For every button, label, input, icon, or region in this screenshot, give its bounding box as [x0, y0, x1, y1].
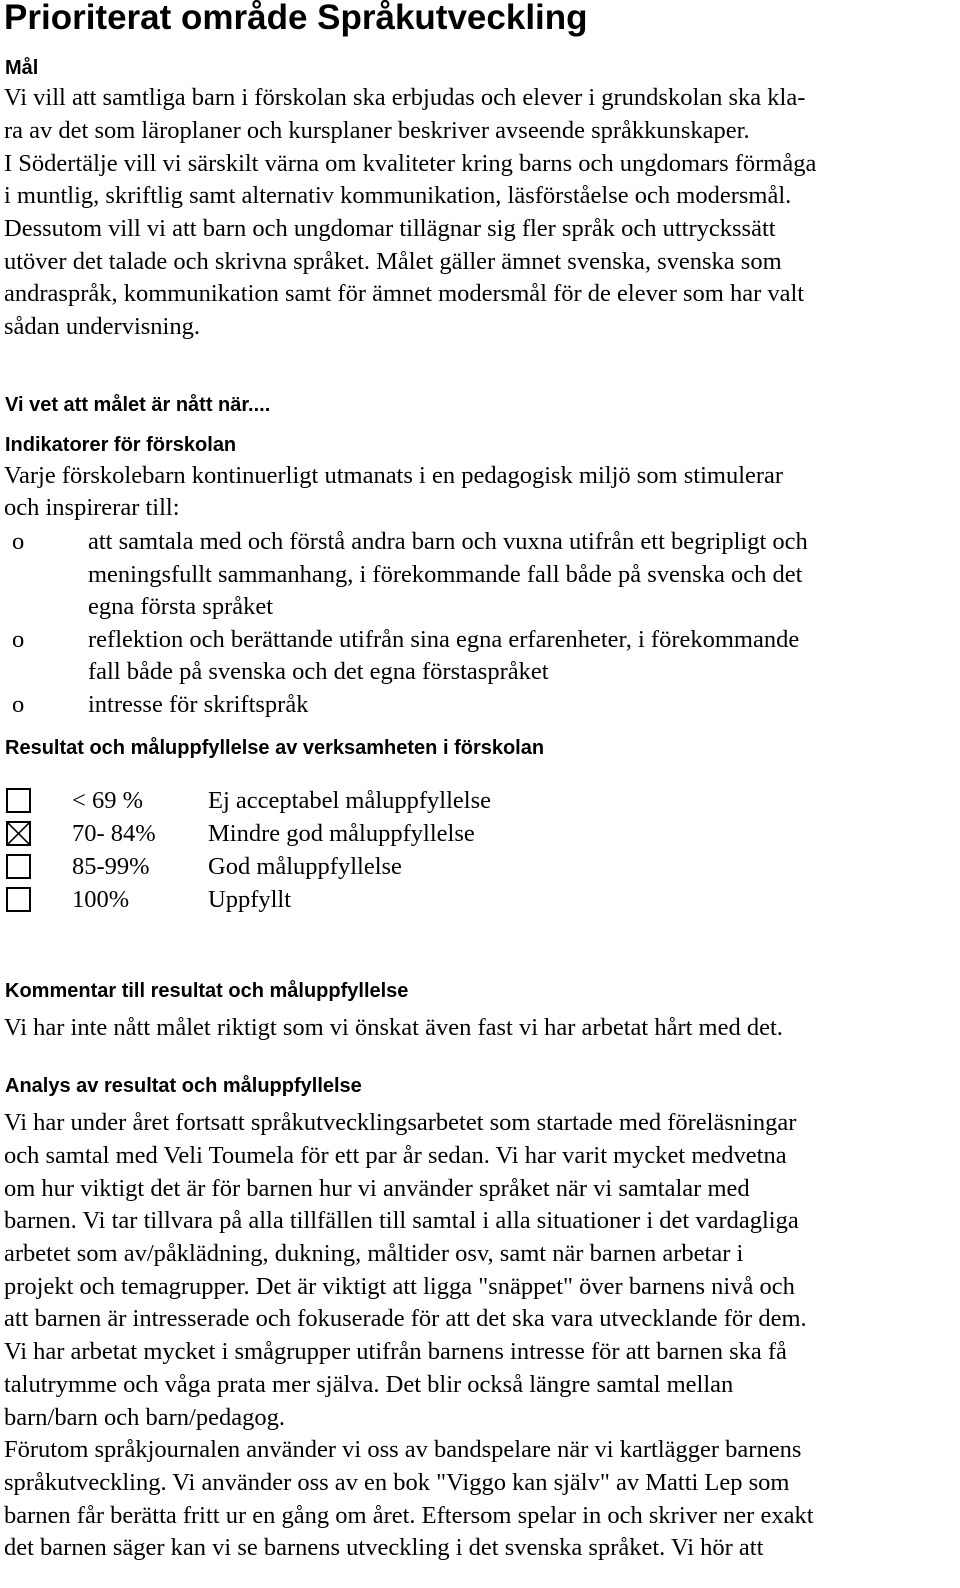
analysis-line: Vi har arbetat mycket i smågrupper utifrån barnens intresse för att barnen ska få	[4, 1338, 787, 1365]
indicator-line: att samtala med och förstå andra barn och vuxna utifrån ett begripligt och	[88, 528, 808, 555]
indicator-line: egna första språket	[88, 593, 274, 620]
scale-range: 100%	[72, 886, 130, 913]
scale-row	[0, 818, 960, 851]
analysis-line: projekt och temagrupper. Det är viktigt att ligga "snäppet" över barnens nivå och	[4, 1273, 795, 1300]
scale-label: Ej acceptabel måluppfyllelse	[208, 787, 491, 814]
indicator-line: meningsfullt sammanhang, i förekommande fall både på svenska och det	[88, 561, 803, 588]
analysis-line: barnen får berätta fritt ur en gång om året. Eftersom spelar in och skriver ner exakt	[4, 1502, 814, 1529]
goal-line: I Södertälje vill vi särskilt värna om kvaliteter kring barns och ungdomars förmåga	[4, 150, 817, 177]
goal-line: i muntlig, skriftlig samt alternativ kommunikation, läsförståelse och modersmål.	[4, 182, 792, 209]
goal-line: Dessutom vill vi att barn och ungdomar tillägnar sig fler språk och uttryckssätt	[4, 215, 776, 242]
indicator-line: fall både på svenska och det egna förstaspråket	[88, 658, 549, 685]
comment-line: Vi har inte nått målet riktigt som vi önskat även fast vi har arbetat hårt med det.	[4, 1014, 783, 1041]
analysis-line: barnen. Vi tar tillvara på alla tillfällen till samtal i alla situationer i det vardagliga	[4, 1207, 799, 1234]
goal-line: sådan undervisning.	[4, 313, 200, 340]
scale-checkbox[interactable]	[6, 854, 31, 879]
scale-row	[0, 851, 960, 884]
analysis-line: Vi har under året fortsatt språkutvecklingsarbetet som startade med föreläsningar	[4, 1109, 797, 1136]
goal-heading: Mål	[5, 57, 39, 79]
comment-heading: Kommentar till resultat och måluppfyllelse	[5, 980, 409, 1002]
scale-label: God måluppfyllelse	[208, 853, 402, 880]
scale-range: 70- 84%	[72, 820, 156, 847]
analysis-heading: Analys av resultat och måluppfyllelse	[5, 1075, 362, 1097]
scale-label: Mindre god måluppfyllelse	[208, 820, 475, 847]
indicators-intro-line: Varje förskolebarn kontinuerligt utmanats i en pedagogisk miljö som stimulerar	[4, 462, 784, 489]
analysis-line: att barnen är intresserade och fokuserade för att det ska vara utvecklande för dem.	[4, 1305, 807, 1332]
scale-range: 85-99%	[72, 853, 150, 880]
indicators-heading: Indikatorer för förskolan	[5, 434, 237, 456]
result-heading: Resultat och måluppfyllelse av verksamheten i förskolan	[5, 737, 545, 759]
scale-checkbox[interactable]	[6, 788, 31, 813]
analysis-line: talutrymme och våga prata mer själva. Det blir också längre samtal mellan	[4, 1371, 734, 1398]
goal-line: Vi vill att samtliga barn i förskolan ska erbjudas och elever i grundskolan ska kla-	[4, 84, 806, 111]
bullet-marker: o	[12, 691, 25, 718]
analysis-line: om hur viktigt det är för barnen hur vi använder språket när vi samtalar med	[4, 1175, 750, 1202]
bullet-marker: o	[12, 626, 25, 653]
analysis-line: arbetet som av/påklädning, dukning, måltider osv, samt när barnen arbetar i	[4, 1240, 744, 1267]
reached-heading: Vi vet att målet är nått när....	[5, 394, 271, 416]
goal-line: ra av det som läroplaner och kursplaner beskriver avseende språkkunskaper.	[4, 117, 750, 144]
scale-checkbox[interactable]	[6, 821, 31, 846]
analysis-line: barn/barn och barn/pedagog.	[4, 1404, 285, 1431]
analysis-line: och samtal med Veli Toumela för ett par år sedan. Vi har varit mycket medvetna	[4, 1142, 787, 1169]
scale-label: Uppfyllt	[208, 886, 292, 913]
scale-checkbox[interactable]	[6, 887, 31, 912]
indicator-line: reflektion och berättande utifrån sina egna erfarenheter, i förekommande	[88, 626, 800, 653]
goal-line: andraspråk, kommunikation samt för ämnet modersmål för de elever som har valt	[4, 280, 805, 307]
indicators-intro-line: och inspirerar till:	[4, 494, 180, 521]
indicator-line: intresse för skriftspråk	[88, 691, 309, 718]
analysis-line: språkutveckling. Vi använder oss av en bok "Viggo kan själv" av Matti Lep som	[4, 1469, 790, 1496]
scale-row	[0, 785, 960, 818]
analysis-line: det barnen säger kan vi se barnens utveckling i det svenska språket. Vi hör att	[4, 1534, 764, 1561]
page-title: Prioriterat område Språkutveckling	[4, 0, 588, 37]
scale-row	[0, 884, 960, 917]
scale-range: < 69 %	[72, 787, 143, 814]
bullet-marker: o	[12, 528, 25, 555]
analysis-line: Förutom språkjournalen använder vi oss av bandspelare när vi kartlägger barnens	[4, 1436, 802, 1463]
goal-line: utöver det talade och skrivna språket. Målet gäller ämnet svenska, svenska som	[4, 248, 782, 275]
check-x-icon	[8, 823, 29, 844]
